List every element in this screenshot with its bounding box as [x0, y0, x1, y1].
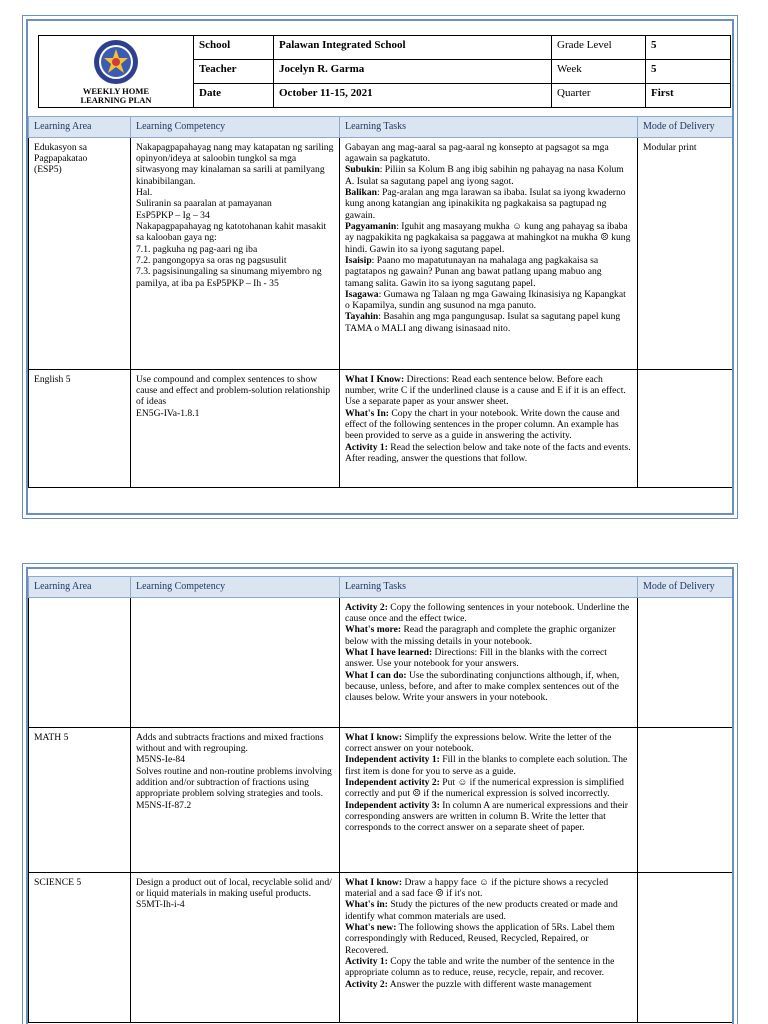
- learning-competency-cell: [131, 597, 340, 727]
- task-heading: Independent activity 3:: [345, 799, 440, 811]
- task-heading: Isaisip: [345, 254, 372, 266]
- task-heading: Activity 2:: [345, 978, 388, 990]
- learning-area-text: SCIENCE 5: [34, 876, 82, 888]
- col-learning-tasks: Learning Tasks: [340, 117, 638, 138]
- task-heading: What I know:: [345, 731, 403, 743]
- table-row: [29, 137, 735, 369]
- grade-level-label: Grade Level: [552, 36, 646, 60]
- competency-text: Suliranin sa paaralan at pamayanan: [136, 198, 272, 210]
- col-learning-tasks: Learning Tasks: [340, 577, 638, 598]
- task-paragraph: [345, 289, 632, 312]
- competency-text: Nakapagpapahayag ng katotohanan kahit masakit sa kalooban gaya ng:: [136, 220, 327, 244]
- task-paragraph: [345, 255, 632, 289]
- task-text: Copy the chart in your notebook. Write down the cause and effect of the following sentences in the proper column. An example has been provided to serve as a guide in answering the activity.: [345, 407, 620, 442]
- col-learning-competency: Learning Competency: [131, 117, 340, 138]
- learning-area-text: Edukasyon sa: [34, 141, 88, 153]
- task-text: Simplify the expressions below. Write the letter of the correct answer on your notebook.: [345, 731, 612, 755]
- grade-level-value: 5: [646, 36, 731, 60]
- col-learning-area: Learning Area: [29, 577, 131, 598]
- learning-area-text: Pagpapakatao: [34, 153, 88, 165]
- plan-title-line1: WEEKLY HOME: [82, 86, 150, 97]
- competency-text: Design a product out of local, recyclable solid and/ or liquid materials in making useful products.: [136, 876, 332, 900]
- task-heading: Activity 1:: [345, 955, 388, 967]
- competency-text: Use compound and complex sentences to show cause and effect and problem-solution relationship of ideas: [136, 373, 331, 408]
- competency-text: EsP5PKP – Ig – 34: [136, 209, 210, 221]
- learning-area-cell: [29, 727, 131, 872]
- learning-plan-table-2: [28, 576, 734, 1023]
- task-text: : Piliin sa Kolum B ang ibig sabihin ng pahayag na nasa Kolum A. Isulat sa sagutang papel ang iyong sagot.: [345, 164, 624, 187]
- competency-text: Adds and subtracts fractions and mixed fractions without and with regrouping.: [136, 731, 324, 755]
- task-paragraph: [345, 164, 632, 187]
- task-paragraph: [345, 187, 632, 221]
- task-heading: What I Know:: [345, 373, 405, 385]
- task-paragraph: [345, 899, 632, 922]
- task-paragraph: [345, 754, 632, 777]
- task-paragraph: [345, 979, 632, 990]
- task-paragraph: [345, 442, 632, 465]
- mode-of-delivery-cell: [638, 369, 735, 487]
- table-row: [29, 369, 735, 487]
- learning-competency-cell: [131, 369, 340, 487]
- table-row: [29, 872, 735, 1022]
- task-text: : Paano mo mapatutunayan na mahalaga ang pagkakaisa sa pagtatapos ng gawain? Punan ang bawat patlang upang mabuo ang tamang salita. Gawin ito sa iyong sagutang papel.: [345, 254, 602, 289]
- task-text: : Basahin ang mga pangungusap. Isulat sa sagutang papel kung TAMA o MALI ang diwang isinasaad nito.: [345, 311, 621, 334]
- task-heading: Tayahin: [345, 311, 379, 323]
- competency-text: EN5G-IVa-1.8.1: [136, 407, 200, 419]
- task-heading: What's more:: [345, 624, 402, 636]
- task-text: Use the subordinating conjunctions although, if, when, because, unless, before, and after to make complex sentences out of the clauses below. Write your answers in your notebook.: [345, 669, 620, 704]
- week-value: 5: [646, 60, 731, 84]
- competency-text: 7.2. pangongopya sa oras ng pagsusulit: [136, 254, 287, 266]
- teacher-label: Teacher: [194, 60, 274, 84]
- competency-text: Solves routine and non-routine problems involving addition and/or subtraction of fractions using appropriate problem solving strategies and tools.: [136, 765, 332, 800]
- task-text: : Pag-aralan ang mga larawan sa ibaba. Isulat sa iyong kwaderno kung anong katangian ang ipinakikita ng pagkakaisa sa pagtupad ng gawain.: [345, 187, 626, 221]
- task-text: Put ☺ if the numerical expression is simplified correctly and put ☹ if the numerical expression is solved incorrectly.: [345, 777, 624, 800]
- task-text: Gabayan ang mag-aaral sa pag-aaral ng konsepto at pagsagot sa mga agawain sa pagkatuto.: [345, 141, 609, 165]
- task-text: The following shows the application of 5Rs. Label them correspondingly with Reduced, Reused, Recycled, Repaired, or Recovered.: [345, 922, 615, 956]
- task-paragraph: [345, 956, 632, 979]
- task-heading: Independent activity 2:: [345, 777, 440, 789]
- date-value: October 11-15, 2021: [274, 84, 552, 108]
- task-text: Draw a happy face ☺ if the picture shows a recycled material and a sad face ☹ if it's not.: [345, 876, 609, 900]
- task-paragraph: [345, 602, 632, 625]
- learning-area-cell: [29, 597, 131, 727]
- task-text: Read the paragraph and complete the graphic organizer below with the missing details in your notebook.: [345, 624, 616, 647]
- learning-tasks-cell: [340, 597, 638, 727]
- task-text: Answer the puzzle with different waste management: [387, 978, 592, 990]
- task-heading: What I know:: [345, 876, 403, 888]
- task-heading: Subukin: [345, 164, 380, 176]
- task-text: : Iguhit ang masayang mukha ☺ kung ang pahayag sa ibaba ay nagpakikita ng pagkakaisa sa paggawa at mahingkot na mukha ☹ kung hindi. Gawin ito sa iyong sagutang papel.: [345, 220, 631, 255]
- column-header-row: [29, 117, 735, 138]
- learning-competency-cell: [131, 872, 340, 1022]
- competency-text: Hal.: [136, 187, 153, 199]
- task-paragraph: [345, 374, 632, 408]
- task-text: Directions: Read each sentence below. Before each number, write C if the underlined clause is a cause and E if it is an effect. Use a separate paper as your answer sheet.: [345, 373, 626, 408]
- learning-area-cell: [29, 137, 131, 369]
- task-paragraph: [345, 922, 632, 956]
- competency-text: 7.3. pagsisinungaling sa sinumang miyembro ng pamilya, at iba pa EsP5PKP – Ih - 35: [136, 266, 322, 289]
- task-heading: What I have learned:: [345, 647, 433, 659]
- learning-area-text: (ESP5): [34, 164, 62, 176]
- task-heading: What's In:: [345, 407, 389, 419]
- learning-area-text: English 5: [34, 373, 71, 385]
- learning-competency-cell: [131, 137, 340, 369]
- mode-of-delivery-cell: [638, 727, 735, 872]
- task-heading: Activity 1:: [345, 441, 388, 453]
- col-mode-of-delivery: Mode of Delivery: [638, 117, 735, 138]
- quarter-value: First: [646, 84, 731, 108]
- task-paragraph: [345, 647, 632, 670]
- teacher-value: Jocelyn R. Garma: [274, 60, 552, 84]
- task-paragraph: [345, 408, 632, 442]
- header-table: [38, 35, 731, 108]
- competency-text: M5NS-Ie-84: [136, 754, 186, 766]
- week-label: Week: [552, 60, 646, 84]
- column-header-row: [29, 577, 735, 598]
- task-text: Copy the following sentences in your notebook. Underline the cause once and the effect twice.: [345, 601, 630, 625]
- task-paragraph: [345, 221, 632, 255]
- deped-logo-cell: [39, 36, 194, 108]
- task-text: Directions: Fill in the blanks with the correct answer. Use your notebook for your answers.: [345, 647, 607, 670]
- task-paragraph: [345, 624, 632, 647]
- learning-tasks-cell: [340, 369, 638, 487]
- quarter-label: Quarter: [552, 84, 646, 108]
- learning-plan-table-1: [28, 116, 734, 488]
- learning-competency-cell: [131, 727, 340, 872]
- table-row: [29, 727, 735, 872]
- date-label: Date: [194, 84, 274, 108]
- task-heading: What's new:: [345, 922, 397, 934]
- delivery-text: Modular print: [643, 141, 697, 153]
- task-heading: Pagyamanin: [345, 220, 397, 232]
- task-paragraph: [345, 800, 632, 834]
- task-heading: Isagawa: [345, 288, 379, 300]
- task-heading: Activity 2:: [345, 601, 388, 613]
- task-paragraph: [345, 732, 632, 755]
- task-heading: What I can do:: [345, 669, 407, 681]
- learning-area-cell: [29, 872, 131, 1022]
- task-text: Copy the table and write the number of the sentence in the appropriate column as to reduce, reuse, recycle, repair, and recover.: [345, 955, 615, 979]
- task-text: Study the pictures of the new products created or made and identify what common materials are used.: [345, 899, 618, 922]
- document-page-1: [22, 15, 738, 519]
- mode-of-delivery-cell: [638, 872, 735, 1022]
- col-learning-competency: Learning Competency: [131, 577, 340, 598]
- learning-tasks-cell: [340, 137, 638, 369]
- task-paragraph: [345, 311, 632, 334]
- learning-area-text: MATH 5: [34, 731, 69, 743]
- document-page-2: [22, 563, 738, 1024]
- table-row: [29, 597, 735, 727]
- task-text: Fill in the blanks to complete each solution. The first item is done for you to serve as a guide.: [345, 754, 628, 777]
- competency-text: 7.1. pagkuha ng pag-aari ng iba: [136, 243, 258, 255]
- competency-text: Nakapagpapahayag nang may katapatan ng sariling opinyon/ideya at saloobin tungkol sa mga sitwasyong may kinalaman sa sarili at pamilyang kinabibilangan.: [136, 141, 334, 187]
- task-heading: What's in:: [345, 899, 388, 911]
- task-text: In column A are numerical expressions and their corresponding answers are written in column B. Write the letter that corresponds to the correct answer on a separate sheet of paper.: [345, 799, 628, 834]
- col-mode-of-delivery: Mode of Delivery: [638, 577, 735, 598]
- task-paragraph: [345, 670, 632, 704]
- col-learning-area: Learning Area: [29, 117, 131, 138]
- task-heading: Balikan: [345, 187, 377, 199]
- task-paragraph: [345, 877, 632, 900]
- mode-of-delivery-cell: [638, 597, 735, 727]
- school-label: School: [194, 36, 274, 60]
- mode-of-delivery-cell: [638, 137, 735, 369]
- deped-seal-icon: [93, 39, 139, 85]
- task-text: Read the selection below and take note of the facts and events. After reading, answer the questions that follow.: [345, 441, 631, 464]
- task-text: : Gumawa ng Talaan ng mga Gawaing Ikinasisiya ng Kapangkat o Kapamilya, sundin ang susunod na mga panuto.: [345, 288, 626, 312]
- school-value: Palawan Integrated School: [274, 36, 552, 60]
- task-paragraph: [345, 142, 632, 165]
- plan-title-line2: LEARNING PLAN: [80, 95, 152, 105]
- competency-text: M5NS-If-87.2: [136, 799, 192, 811]
- learning-area-cell: [29, 369, 131, 487]
- task-heading: Independent activity 1:: [345, 754, 440, 766]
- task-paragraph: [345, 777, 632, 800]
- competency-text: S5MT-Ih-i-4: [136, 899, 185, 911]
- learning-tasks-cell: [340, 727, 638, 872]
- learning-tasks-cell: [340, 872, 638, 1022]
